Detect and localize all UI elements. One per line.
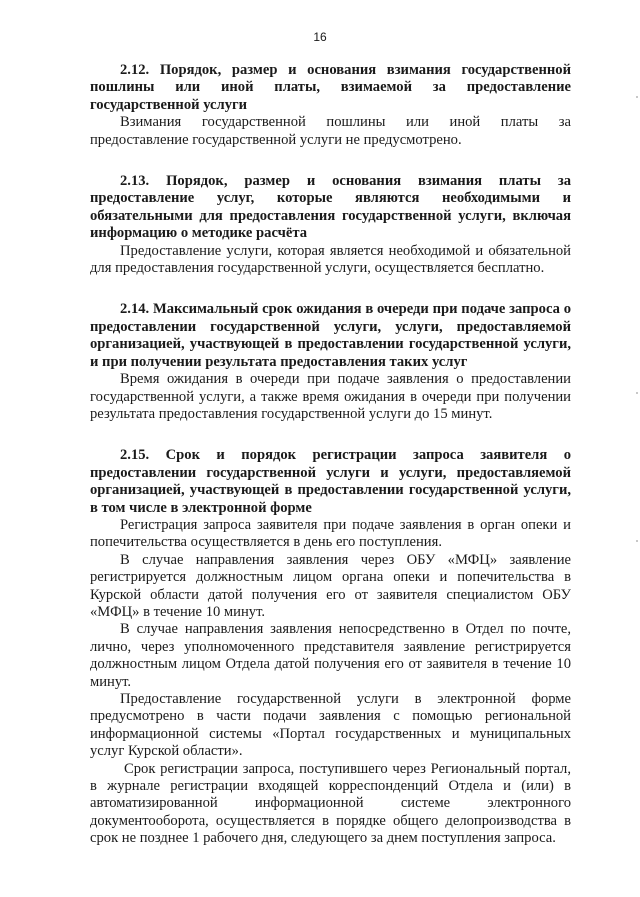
section-heading: 2.15. Срок и порядок регистрации запроса заявителя о предоставлении государственной услуги и услуги, предоставляемой организацией, участвующей в предоставлении государственной услуги, в том числе в электронной форме	[90, 447, 571, 516]
section-paragraph: Предоставление услуги, которая является необходимой и обязательной для предоставления государственной услуги, осуществляется бесплатно.	[90, 242, 571, 277]
section-paragraph: Регистрация запроса заявителя при подаче заявления в орган опеки и попечительства осуществляется в день его поступления.	[90, 516, 571, 551]
page-number: 16	[313, 30, 327, 44]
section-paragraph: Взимания государственной пошлины или иной платы за предоставление государственной услуги не предусмотрено.	[90, 114, 571, 148]
section-paragraph: Время ожидания в очереди при подаче заявления о предоставлении государственной услуги, а также время ожидания в очереди при получении результата предоставления государственной услуги до 15 минут.	[90, 371, 571, 422]
section-2-14	[90, 301, 571, 423]
section-2-15	[90, 447, 571, 847]
section-heading: 2.12. Порядок, размер и основания взимания государственной пошлины или иной платы, взимаемой за предоставление государственной услуги	[90, 62, 571, 113]
section-paragraph: Предоставление государственной услуги в электронной форме предусмотрено в части подачи заявления с помощью региональной информационной системы «Портал государственных и муниципальных услуг Курской области».	[90, 691, 571, 760]
scan-speck	[636, 540, 638, 542]
section-2-12	[90, 62, 571, 149]
section-paragraph: Срок регистрации запроса, поступившего через Региональный портал, в журнале регистрации входящей корреспонденций Отдела и (или) в автоматизированной информационной системе электронного документооборота, осуществляется в порядке общего делопроизводства в срок не позднее 1 рабочего дня, следующего за днем поступления запроса.	[90, 760, 571, 847]
section-heading: 2.14. Максимальный срок ожидания в очереди при подаче запроса о предоставлении государственной услуги, услуги, предоставляемой организацией, участвующей в предоставлении государственной услуги, и при получении результата предоставления таких услуг	[90, 301, 571, 370]
document-body	[90, 62, 571, 848]
section-paragraph: В случае направления заявления непосредственно в Отдел по почте, лично, через уполномоченного представителя заявление регистрируется должностным лицом Отдела датой получения его от заявителя в течение 10 минут.	[90, 621, 571, 690]
section-heading: 2.13. Порядок, размер и основания взимания платы за предоставление услуг, которые являются необходимыми и обязательными для предоставления государственной услуги, включая информацию о методике расчёта	[90, 173, 571, 242]
section-2-13	[90, 173, 571, 277]
scan-speck	[636, 392, 638, 394]
scan-speck	[636, 96, 638, 98]
section-paragraph: В случае направления заявления через ОБУ «МФЦ» заявление регистрируется должностным лицом органа опеки и попечительства в Курской области датой получения его от заявителя специалистом ОБУ «МФЦ» в течение 10 минут.	[90, 551, 571, 620]
